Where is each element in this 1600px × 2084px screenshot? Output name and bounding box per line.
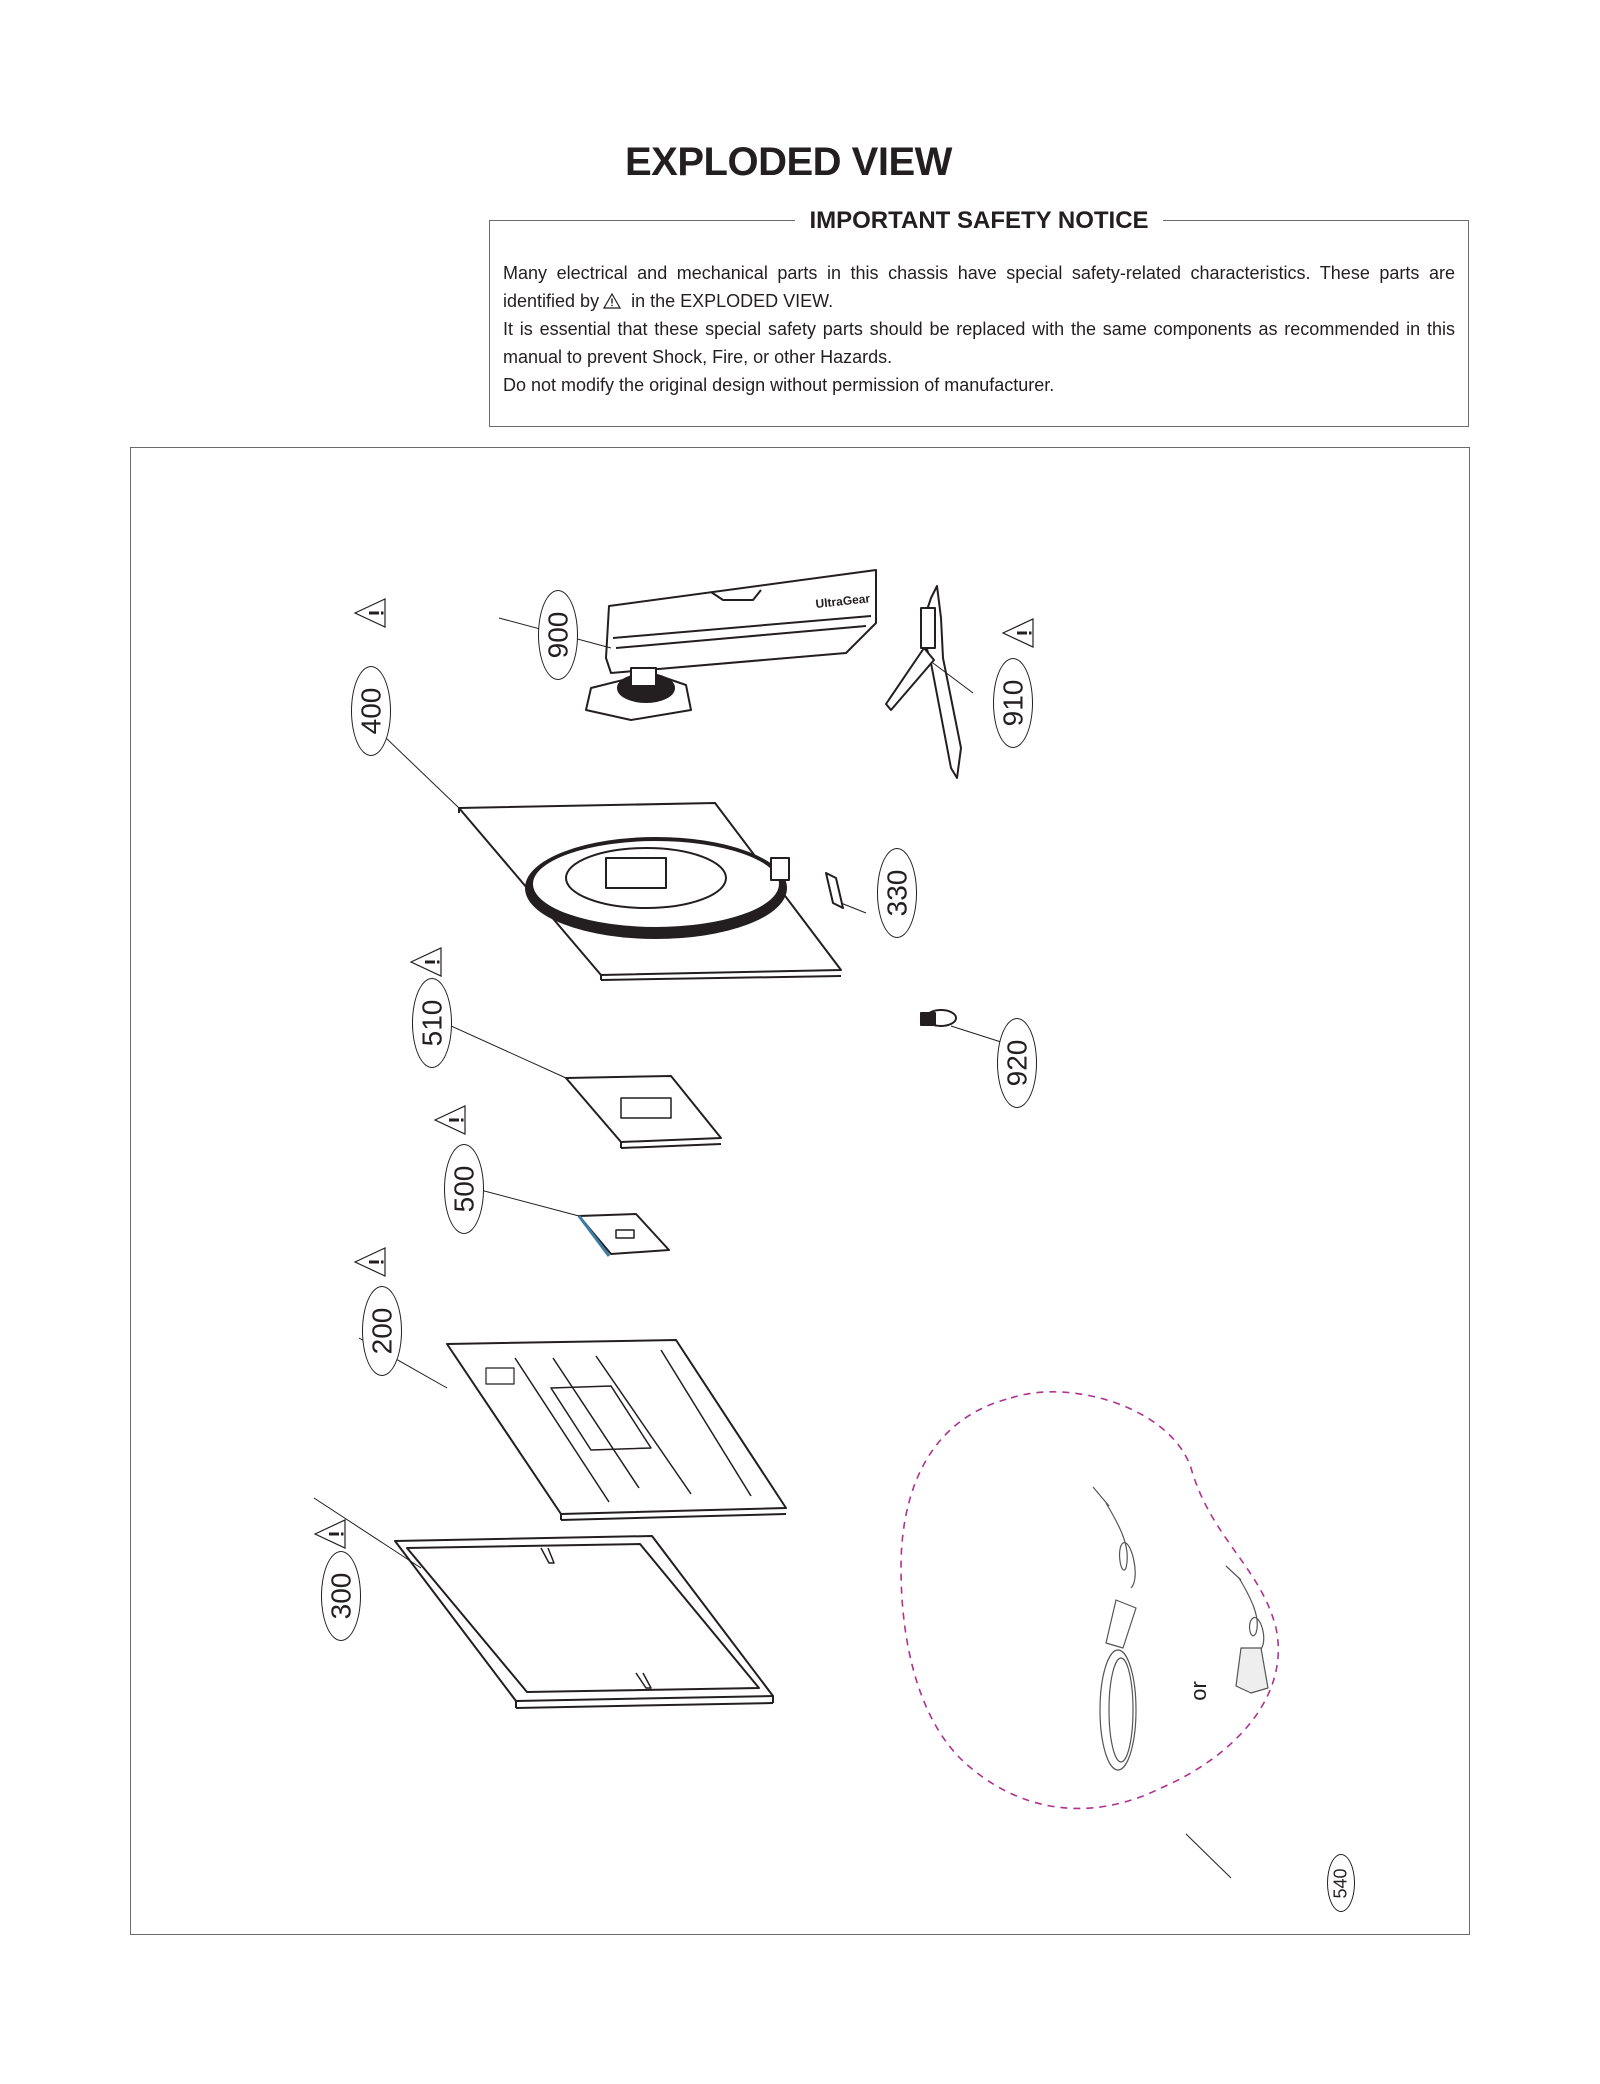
warning-triangle-icon bbox=[603, 293, 621, 309]
svg-text:UltraGear: UltraGear bbox=[814, 591, 871, 611]
part-910-stand-base bbox=[886, 586, 961, 778]
adapter-box bbox=[1093, 1487, 1136, 1648]
callout-500: 500 bbox=[444, 1144, 484, 1234]
or-label: or bbox=[1185, 1681, 1211, 1701]
callout-330: 330 bbox=[877, 848, 917, 938]
callout-540: 540 bbox=[1327, 1854, 1355, 1912]
parts-drawing bbox=[131, 448, 1471, 1936]
part-330 bbox=[826, 873, 866, 913]
safety-notice-heading-wrap bbox=[490, 207, 1468, 235]
warning-triangle-icon bbox=[433, 1103, 467, 1137]
part-500-main-board bbox=[579, 1214, 669, 1256]
warning-triangle-icon bbox=[409, 945, 443, 979]
warning-triangle-icon bbox=[1001, 616, 1035, 650]
warning-triangle-icon bbox=[353, 596, 387, 630]
callout-400: 400 bbox=[351, 666, 391, 756]
wall-adapter bbox=[1226, 1566, 1268, 1693]
page-title: EXPLODED VIEW bbox=[625, 140, 952, 184]
part-300-front-frame bbox=[395, 1536, 773, 1708]
power-cord bbox=[1100, 1650, 1136, 1770]
callout-910: 910 bbox=[993, 658, 1033, 748]
accessory-outline bbox=[901, 1392, 1278, 1809]
safety-notice-box bbox=[489, 207, 1469, 427]
callout-200: 200 bbox=[362, 1286, 402, 1376]
notice-paragraph-1 bbox=[503, 259, 1455, 315]
callout-510: 510 bbox=[412, 978, 452, 1068]
notice-paragraph-3: Do not modify the original design without permission of manufacturer. bbox=[503, 375, 1055, 395]
part-920-cable-holder bbox=[921, 1010, 1001, 1042]
leader-lines bbox=[314, 618, 1231, 1878]
part-510-board bbox=[566, 1076, 721, 1148]
callout-300: 300 bbox=[321, 1551, 361, 1641]
callout-900: 900 bbox=[538, 590, 578, 680]
part-400-back-cover bbox=[459, 803, 841, 980]
exploded-view-diagram bbox=[130, 447, 1470, 1935]
notice-text: Many electrical and mechanical parts in this chassis have special safety-related characteristics. These parts are identified by bbox=[503, 263, 1455, 311]
warning-triangle-icon bbox=[313, 1517, 347, 1551]
safety-notice-heading: IMPORTANT SAFETY NOTICE bbox=[795, 207, 1162, 234]
safety-notice-body bbox=[503, 259, 1455, 399]
part-900-stand-body bbox=[586, 570, 876, 720]
part-200-panel bbox=[447, 1340, 786, 1520]
warning-triangle-icon bbox=[353, 1245, 387, 1279]
callout-920: 920 bbox=[997, 1018, 1037, 1108]
notice-text: in the EXPLODED VIEW. bbox=[631, 291, 834, 311]
notice-paragraph-2: It is essential that these special safety parts should be replaced with the same components as recommended in this manual to prevent Shock, Fire, or other Hazards. bbox=[503, 319, 1455, 367]
